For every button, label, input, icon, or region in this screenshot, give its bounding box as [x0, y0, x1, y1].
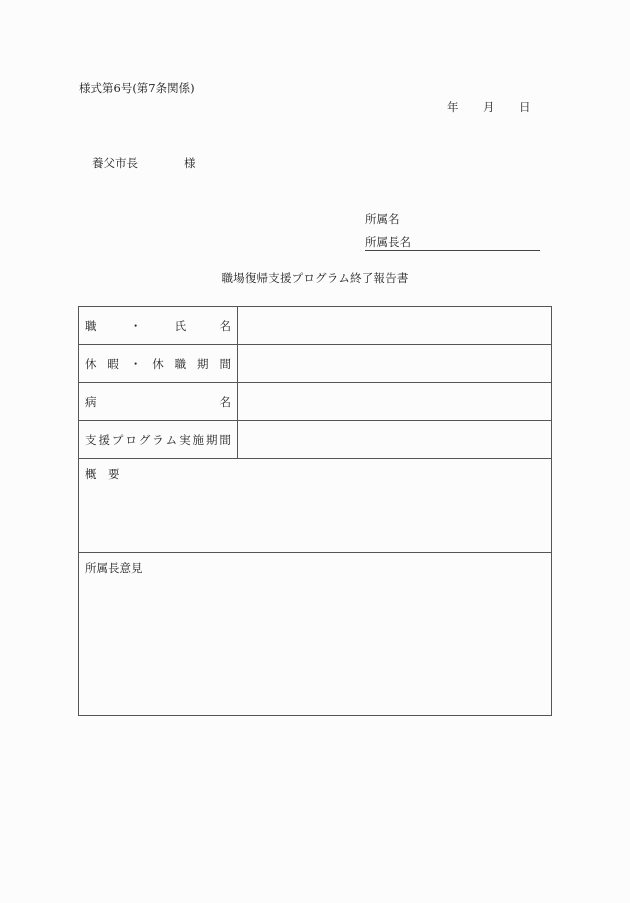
table-row: [79, 383, 552, 421]
row-label-illness: [79, 383, 238, 421]
label-char: 暇: [107, 356, 119, 371]
label-char: プ: [111, 432, 124, 447]
date-line: [447, 100, 531, 114]
addressee: [92, 156, 196, 170]
label-char: ロ: [125, 432, 137, 447]
label-char: 職: [85, 318, 97, 333]
label-char: 休: [152, 356, 164, 371]
program-period-value[interactable]: [238, 421, 552, 459]
chief-name-field: 所属長名: [365, 235, 540, 251]
label-char: 休: [85, 356, 97, 371]
row-label-leave-period: [79, 345, 238, 383]
addressee-honorific: 様: [184, 156, 196, 170]
label-char: ム: [165, 432, 178, 447]
chief-opinion-cell[interactable]: [79, 553, 552, 716]
table-row: [79, 553, 552, 716]
row-label-position-name: [79, 307, 238, 345]
date-month-label: 月: [483, 100, 495, 114]
chief-opinion-label: 所属長意見: [85, 561, 143, 575]
label-char: ・: [129, 356, 142, 371]
label-char: ・: [129, 318, 142, 333]
department-label: 所属名: [365, 212, 400, 226]
position-name-value[interactable]: [238, 307, 552, 345]
summary-label: 概 要: [85, 467, 120, 481]
table-row: [79, 345, 552, 383]
label-char: 氏: [174, 318, 187, 333]
label-char: 期: [197, 356, 209, 371]
label-char: 間: [219, 432, 231, 447]
label-char: 援: [98, 432, 110, 447]
label-char: 職: [174, 356, 187, 371]
form-number: 様式第6号(第7条関係): [79, 81, 195, 95]
leave-period-value[interactable]: [238, 345, 552, 383]
label-char: 支: [85, 432, 97, 447]
addressee-mayor: 養父市長: [92, 156, 138, 170]
label-char: 期: [205, 432, 218, 447]
table-row: [79, 459, 552, 553]
date-year-label: 年: [447, 100, 459, 114]
label-char: グ: [138, 432, 151, 447]
label-char: 実: [179, 432, 191, 447]
date-day-label: 日: [519, 100, 531, 114]
label-char: ラ: [152, 432, 164, 447]
label-char: 名: [219, 318, 231, 333]
table-row: [79, 307, 552, 345]
document-title: 職場復帰支援プログラム終了報告書: [221, 271, 409, 285]
label-char: 病: [85, 394, 97, 409]
label-char: 名: [219, 394, 231, 409]
row-label-program-period: [79, 421, 238, 459]
illness-value[interactable]: [238, 383, 552, 421]
label-char: 間: [219, 356, 231, 371]
label-char: 施: [192, 432, 204, 447]
summary-cell[interactable]: [79, 459, 552, 553]
table-row: [79, 421, 552, 459]
report-table: [78, 306, 552, 716]
